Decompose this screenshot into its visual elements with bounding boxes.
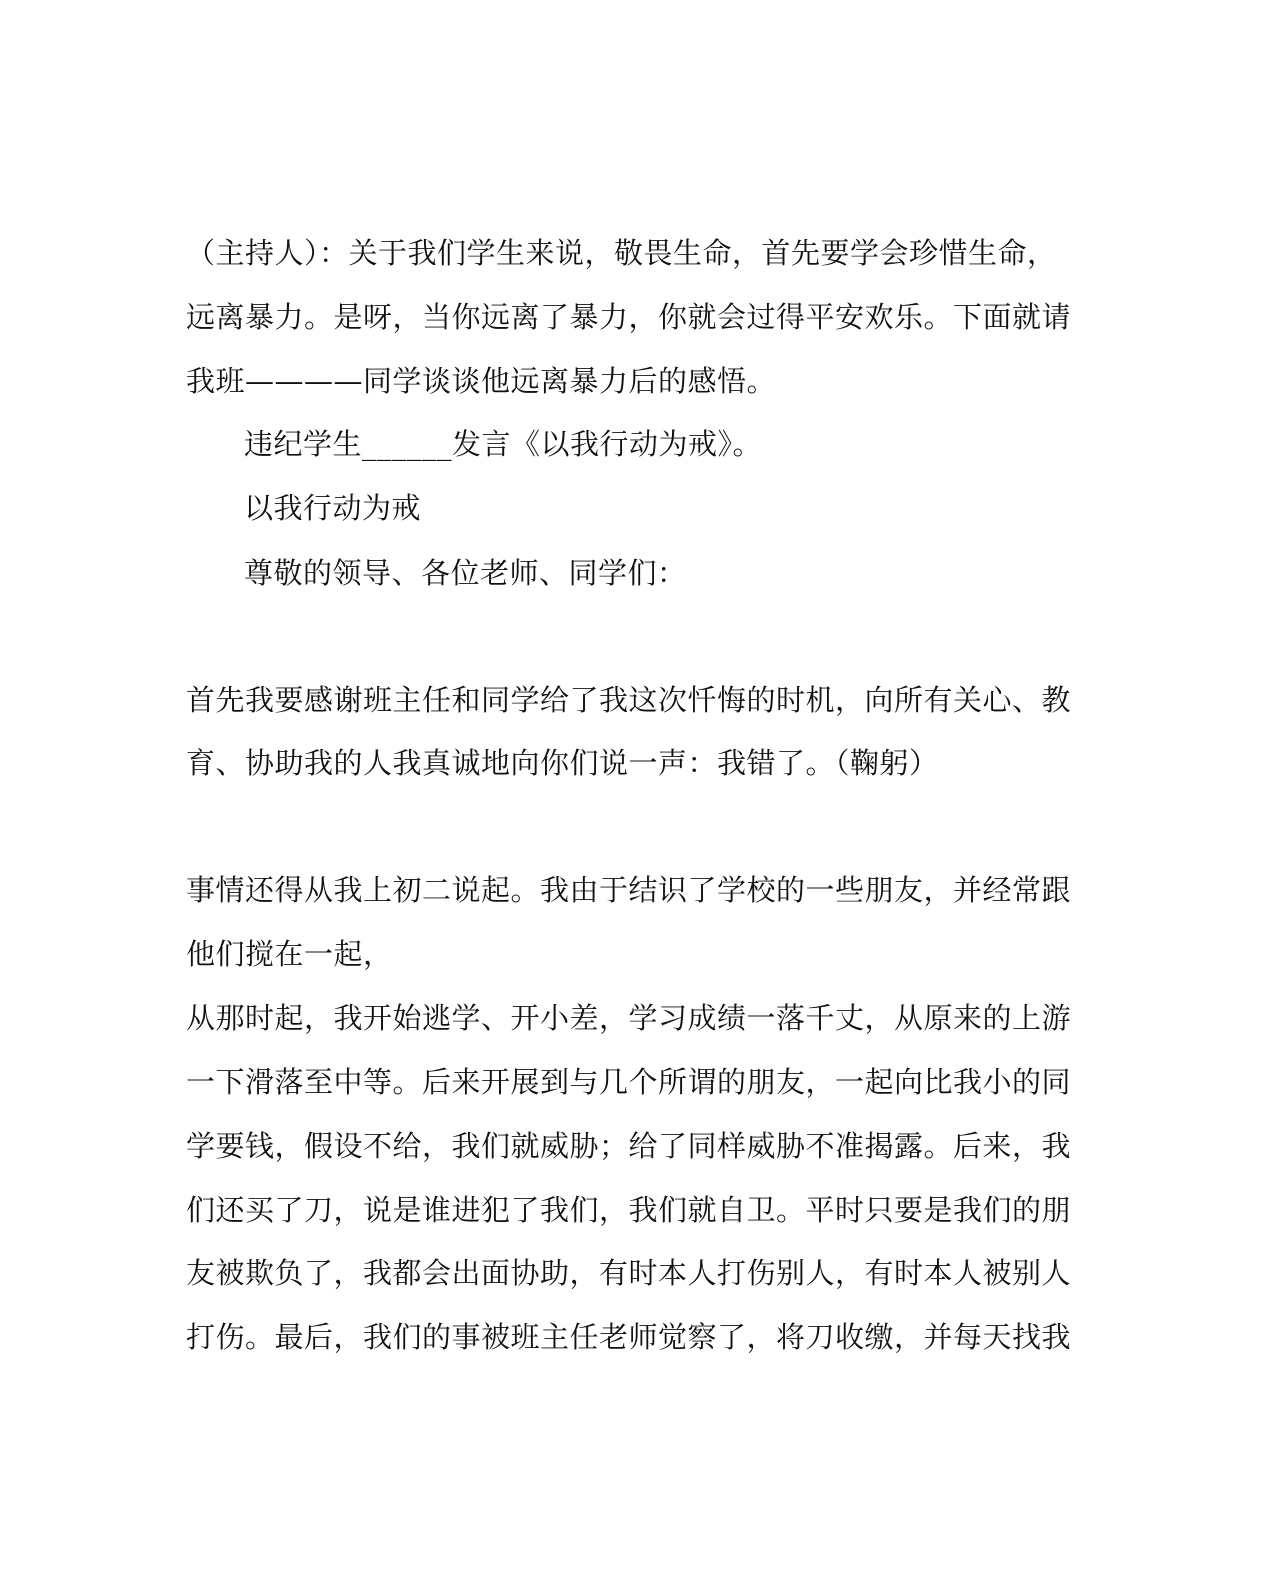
text-line: 们还买了刀，说是谁进犯了我们，我们就自卫。平时只要是我们的朋	[186, 1193, 1072, 1227]
text-line: 违纪学生______发言《以我行动为戒》。	[244, 427, 763, 461]
text-line: 事情还得从我上初二说起。我由于结识了学校的一些朋友，并经常跟	[186, 873, 1072, 907]
text-line: 他们搅在一起，	[186, 937, 393, 971]
text-line: （主持人）：关于我们学生来说，敬畏生命，首先要学会珍惜生命，	[186, 236, 1057, 270]
text-line: 一下滑落至中等。后来开展到与几个所谓的朋友，一起向比我小的同	[186, 1065, 1072, 1099]
text-line: 友被欺负了，我都会出面协助，有时本人打伤别人，有时本人被别人	[186, 1256, 1072, 1290]
text-line: 学要钱，假设不给，我们就威胁；给了同样威胁不准揭露。后来，我	[186, 1129, 1072, 1163]
text-line: 育、协助我的人我真诚地向你们说一声：我错了。（鞠躬）	[186, 746, 939, 780]
salutation: 尊敬的领导、各位老师、同学们：	[244, 556, 687, 590]
text-line: 打伤。最后，我们的事被班主任老师觉察了，将刀收缴，并每天找我	[186, 1320, 1072, 1354]
text-line: 远离暴力。是呀，当你远离了暴力，你就会过得平安欢乐。下面就请	[186, 300, 1072, 334]
text-line: 从那时起，我开始逃学、开小差，学习成绩一落千丈，从原来的上游	[186, 1001, 1072, 1035]
text-line: 首先我要感谢班主任和同学给了我这次忏悔的时机，向所有关心、教	[186, 683, 1072, 717]
section-heading: 以我行动为戒	[244, 491, 422, 525]
text-line: 我班————同学谈谈他远离暴力后的感悟。	[186, 364, 777, 398]
